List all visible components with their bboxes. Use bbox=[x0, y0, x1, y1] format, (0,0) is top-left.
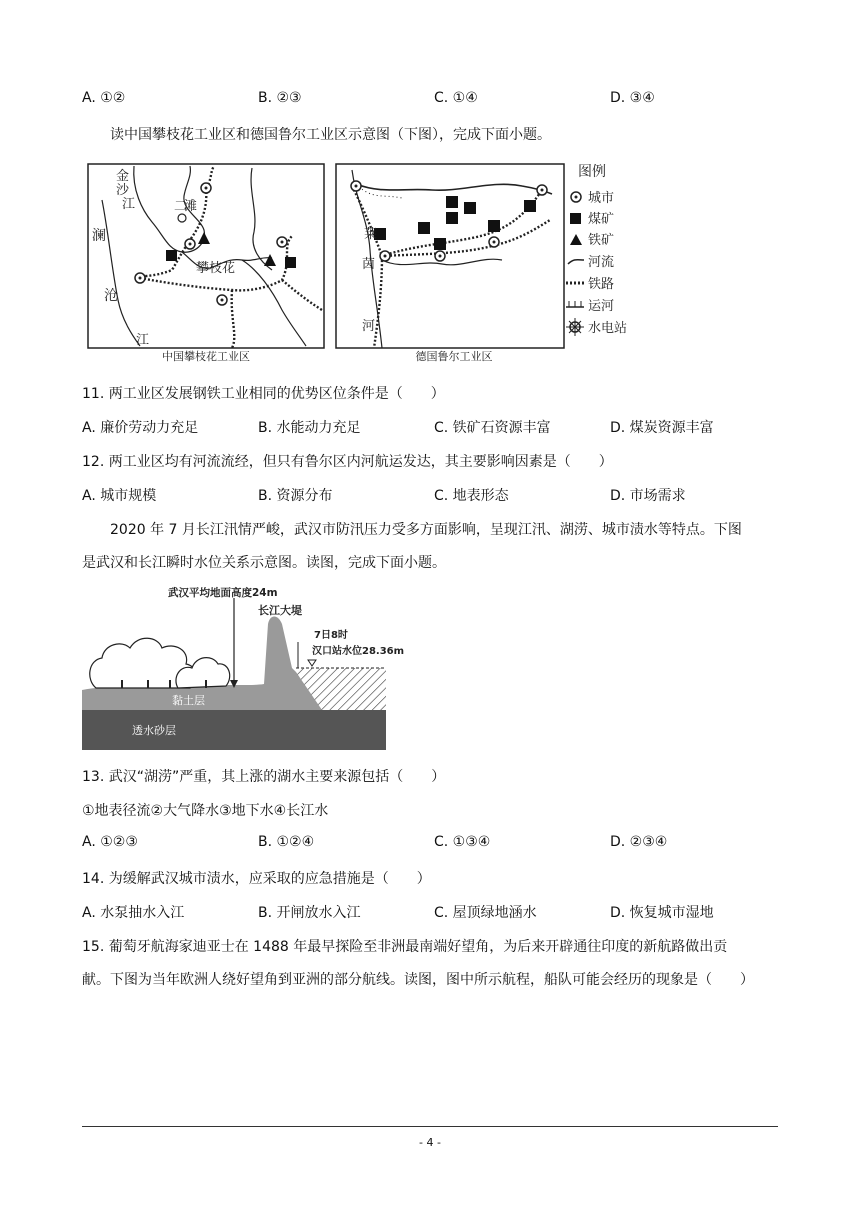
q14-stem: 14. 为缓解武汉城市渍水，应采取的应急措施是（ ） bbox=[82, 871, 431, 887]
wuhan-intro-line2: 是武汉和长江瞬时水位关系示意图。读图，完成下面小题。 bbox=[82, 555, 446, 571]
svg-text:沧: 沧 bbox=[104, 288, 118, 304]
coal-mine-icon bbox=[570, 213, 581, 224]
clay-layer-label: 黏土层 bbox=[172, 694, 205, 707]
q13-option-d: D. ②③④ bbox=[610, 834, 668, 850]
q10-option-a: A. ①② bbox=[82, 90, 126, 106]
svg-text:二: 二 bbox=[174, 199, 188, 214]
q11-option-c: C. 铁矿石资源丰富 bbox=[434, 420, 551, 436]
q14-option-a: A. 水泵抽水入江 bbox=[82, 905, 185, 921]
q11-option-a: A. 廉价劳动力充足 bbox=[82, 420, 199, 436]
q12-option-c: C. 地表形态 bbox=[434, 488, 509, 504]
q15-line2: 献。下图为当年欧洲人绕好望角到亚洲的部分航线。读图，图中所示航程，船队可能会经历的现象是（ ） bbox=[82, 972, 754, 988]
legend-hydropower: 水电站 bbox=[588, 321, 628, 336]
footer-divider bbox=[82, 1126, 778, 1127]
city-icon bbox=[571, 192, 581, 202]
q13-sub: ①地表径流②大气降水③地下水④长江水 bbox=[82, 803, 329, 819]
q10-option-b: B. ②③ bbox=[258, 90, 302, 106]
q14-option-b: B. 开闸放水入江 bbox=[258, 905, 361, 921]
page-number: - 4 - bbox=[419, 1136, 441, 1149]
sand-layer-label: 透水砂层 bbox=[132, 724, 176, 737]
q13-stem: 13. 武汉“湖涝”严重，其上涨的湖水主要来源包括（ ） bbox=[82, 769, 446, 785]
levee-label: 长江大堤 bbox=[258, 604, 302, 617]
q11-stem: 11. 两工业区发展钢铁工业相同的优势区位条件是（ ） bbox=[82, 386, 445, 402]
canal-icon bbox=[566, 301, 584, 307]
right-map-caption: 德国鲁尔工业区 bbox=[415, 350, 493, 363]
left-map-caption: 中国攀枝花工业区 bbox=[162, 350, 250, 363]
legend-canal: 运河 bbox=[588, 299, 615, 314]
q11-option-d: D. 煤炭资源丰富 bbox=[610, 420, 714, 436]
svg-text:金: 金 bbox=[116, 169, 130, 184]
q12-option-d: D. 市场需求 bbox=[610, 488, 686, 504]
station-level-label: 汉口站水位28.36m bbox=[312, 646, 405, 657]
iron-mine-icon bbox=[570, 234, 582, 245]
q10-option-c: C. ①④ bbox=[434, 90, 478, 106]
q10-option-d: D. ③④ bbox=[610, 90, 655, 106]
industrial-zones-figure bbox=[82, 160, 642, 370]
svg-text:江: 江 bbox=[122, 197, 136, 212]
svg-text:澜: 澜 bbox=[92, 228, 106, 244]
wuhan-water-level-figure bbox=[82, 584, 405, 750]
wuhan-intro-line1: 2020 年 7 月长江汛情严峻，武汉市防汛压力受多方面影响，呈现江汛、湖涝、城市渍水等特点。下图 bbox=[110, 522, 742, 538]
legend-river: 河流 bbox=[588, 255, 615, 270]
q13-option-c: C. ①③④ bbox=[434, 834, 491, 850]
svg-text:河: 河 bbox=[362, 319, 376, 334]
q11-option-b: B. 水能动力充足 bbox=[258, 420, 361, 436]
hydropower-icon bbox=[566, 318, 584, 336]
svg-text:茵: 茵 bbox=[362, 257, 376, 272]
ground-height-label: 武汉平均地面高度24m bbox=[168, 587, 278, 599]
q12-stem: 12. 两工业区均有河流流经，但只有鲁尔区内河航运发达，其主要影响因素是（ ） bbox=[82, 454, 613, 470]
svg-text:江: 江 bbox=[136, 333, 150, 348]
q12-option-b: B. 资源分布 bbox=[258, 488, 333, 504]
svg-text:沙: 沙 bbox=[116, 183, 130, 198]
legend-coal: 煤矿 bbox=[588, 212, 615, 227]
q13-option-a: A. ①②③ bbox=[82, 834, 138, 850]
legend-railway: 铁路 bbox=[588, 277, 615, 292]
q15-line1: 15. 葡萄牙航海家迪亚士在 1488 年最早探险至非洲最南端好望角，为后来开辟通往印度的新航路做出贡 bbox=[82, 939, 728, 955]
legend-city: 城市 bbox=[588, 191, 615, 206]
legend-title: 图例 bbox=[578, 164, 606, 180]
q14-option-c: C. 屋顶绿地涵水 bbox=[434, 905, 537, 921]
svg-text:攀枝花: 攀枝花 bbox=[196, 261, 236, 276]
time-label: 7日8时 bbox=[314, 630, 348, 641]
svg-text:莱: 莱 bbox=[364, 227, 378, 242]
river-icon bbox=[568, 260, 584, 264]
q13-option-b: B. ①②④ bbox=[258, 834, 315, 850]
legend-iron: 铁矿 bbox=[588, 233, 615, 248]
svg-text:滩: 滩 bbox=[184, 199, 198, 214]
q12-option-a: A. 城市规模 bbox=[82, 488, 157, 504]
map-intro: 读中国攀枝花工业区和德国鲁尔工业区示意图（下图），完成下面小题。 bbox=[110, 127, 551, 143]
q14-option-d: D. 恢复城市湿地 bbox=[610, 905, 714, 921]
